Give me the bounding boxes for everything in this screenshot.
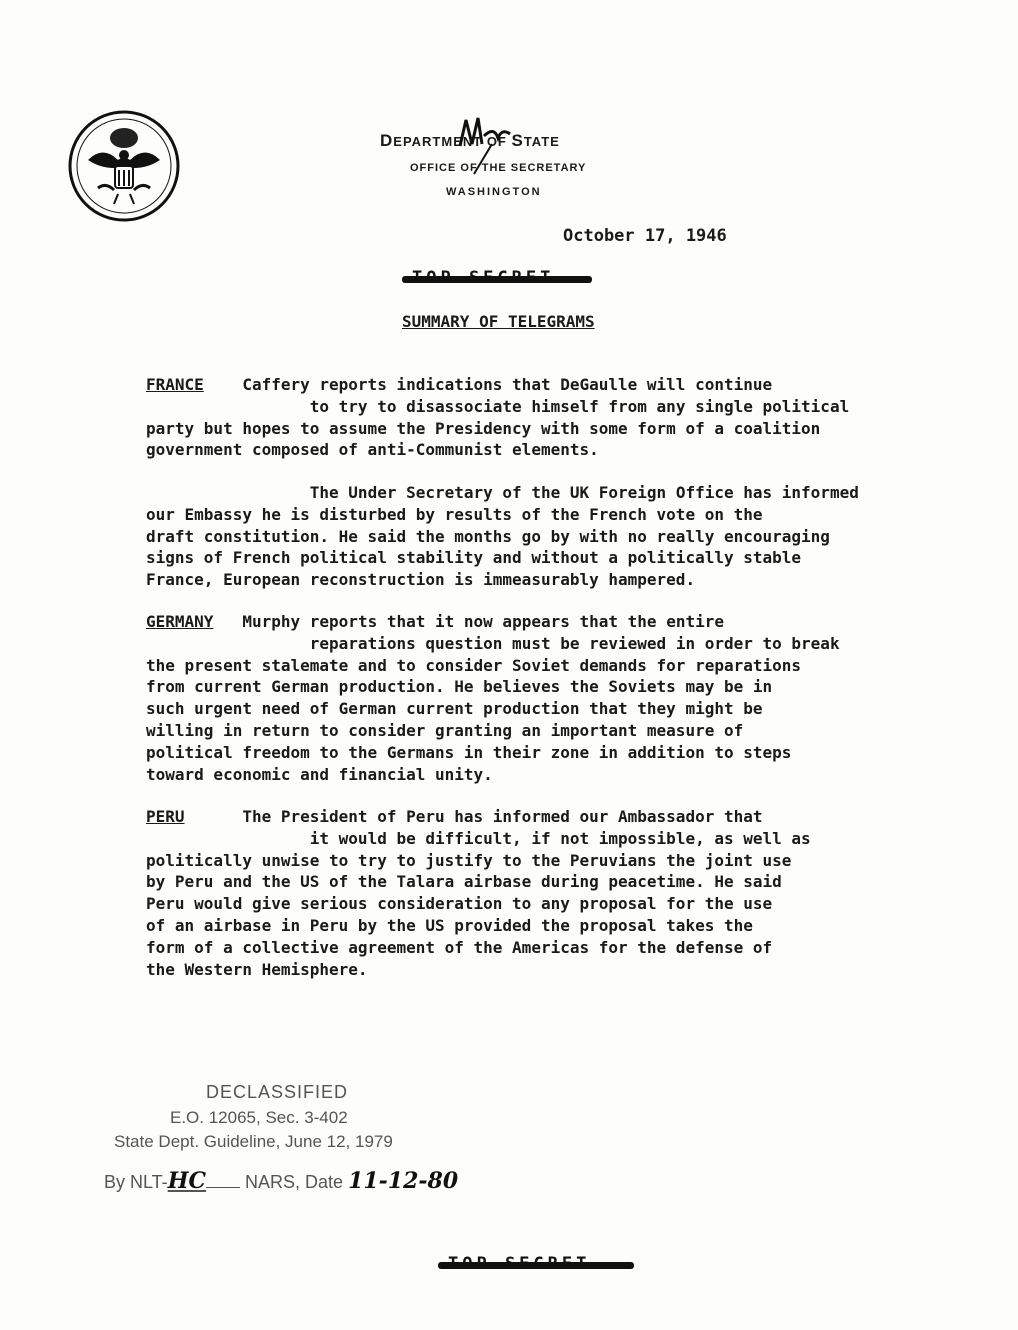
germany-paragraph: GERMANY Murphy reports that it now appears that the entire reparations question must be reviewed in order to break the present stalemate and to consider Soviet demands for reparations from current German production. He believes the Soviets may be in such urgent need of German current production that they might be willing in return to consider granting an important measure of political freedom to the Germans in their zone in addition to steps toward economic and financial unity. xyxy=(146,612,840,784)
department-title: DEPARTMENT OF STATE xyxy=(380,131,560,150)
office-line: OFFICE OF THE SECRETARY xyxy=(410,162,587,174)
peru-label: PERU xyxy=(146,807,185,826)
germany-label: GERMANY xyxy=(146,612,214,631)
document-date: October 17, 1946 xyxy=(563,226,727,246)
handwritten-initials-scribble xyxy=(452,106,522,176)
department-seal-icon xyxy=(68,110,180,222)
classification-strikeout-top xyxy=(402,276,592,283)
declassified-stamp-title: DECLASSIFIED xyxy=(206,1082,349,1102)
france-paragraph-2: The Under Secretary of the UK Foreign Office has informed our Embassy he is disturbed by results of the French vote on the draft constitution. He said the months go by with no really encouraging signs of French political stability and without a politically stable France, European reconstruction is immeasurably hampered. xyxy=(146,483,859,590)
classification-strikeout-bottom xyxy=(438,1262,634,1269)
declassified-stamp-guideline: State Dept. Guideline, June 12, 1979 xyxy=(114,1132,393,1151)
france-paragraph-1: FRANCE Caffery reports indications that DeGaulle will continue to try to disassociate himself from any single political party but hopes to assume the Presidency with some form of a coalition government composed of anti-Communist elements. xyxy=(146,375,850,460)
france-label: FRANCE xyxy=(146,375,204,394)
peru-paragraph: PERU The President of Peru has informed our Ambassador that it would be difficult, if not impossible, as well as politically unwise to try to justify to the Peruvians the joint use by Peru and the US of the Talara airbase during peacetime. He said Peru would give serious consideration to any proposal for the use of an airbase in Peru by the US provided the proposal takes the form of a collective agreement of the Americas for the defense of the Western Hemisphere. xyxy=(146,807,811,979)
declassified-date: 11-12-80 xyxy=(348,1168,459,1194)
summary-heading: SUMMARY OF TELEGRAMS xyxy=(402,312,595,331)
reviewer-initials: HC xyxy=(167,1168,206,1194)
declassified-stamp-by-line: By NLT-HC NARS, Date 11-12-80 xyxy=(104,1168,459,1194)
declassified-stamp-authority: E.O. 12065, Sec. 3-402 xyxy=(170,1108,348,1127)
city-line: WASHINGTON xyxy=(446,186,542,198)
